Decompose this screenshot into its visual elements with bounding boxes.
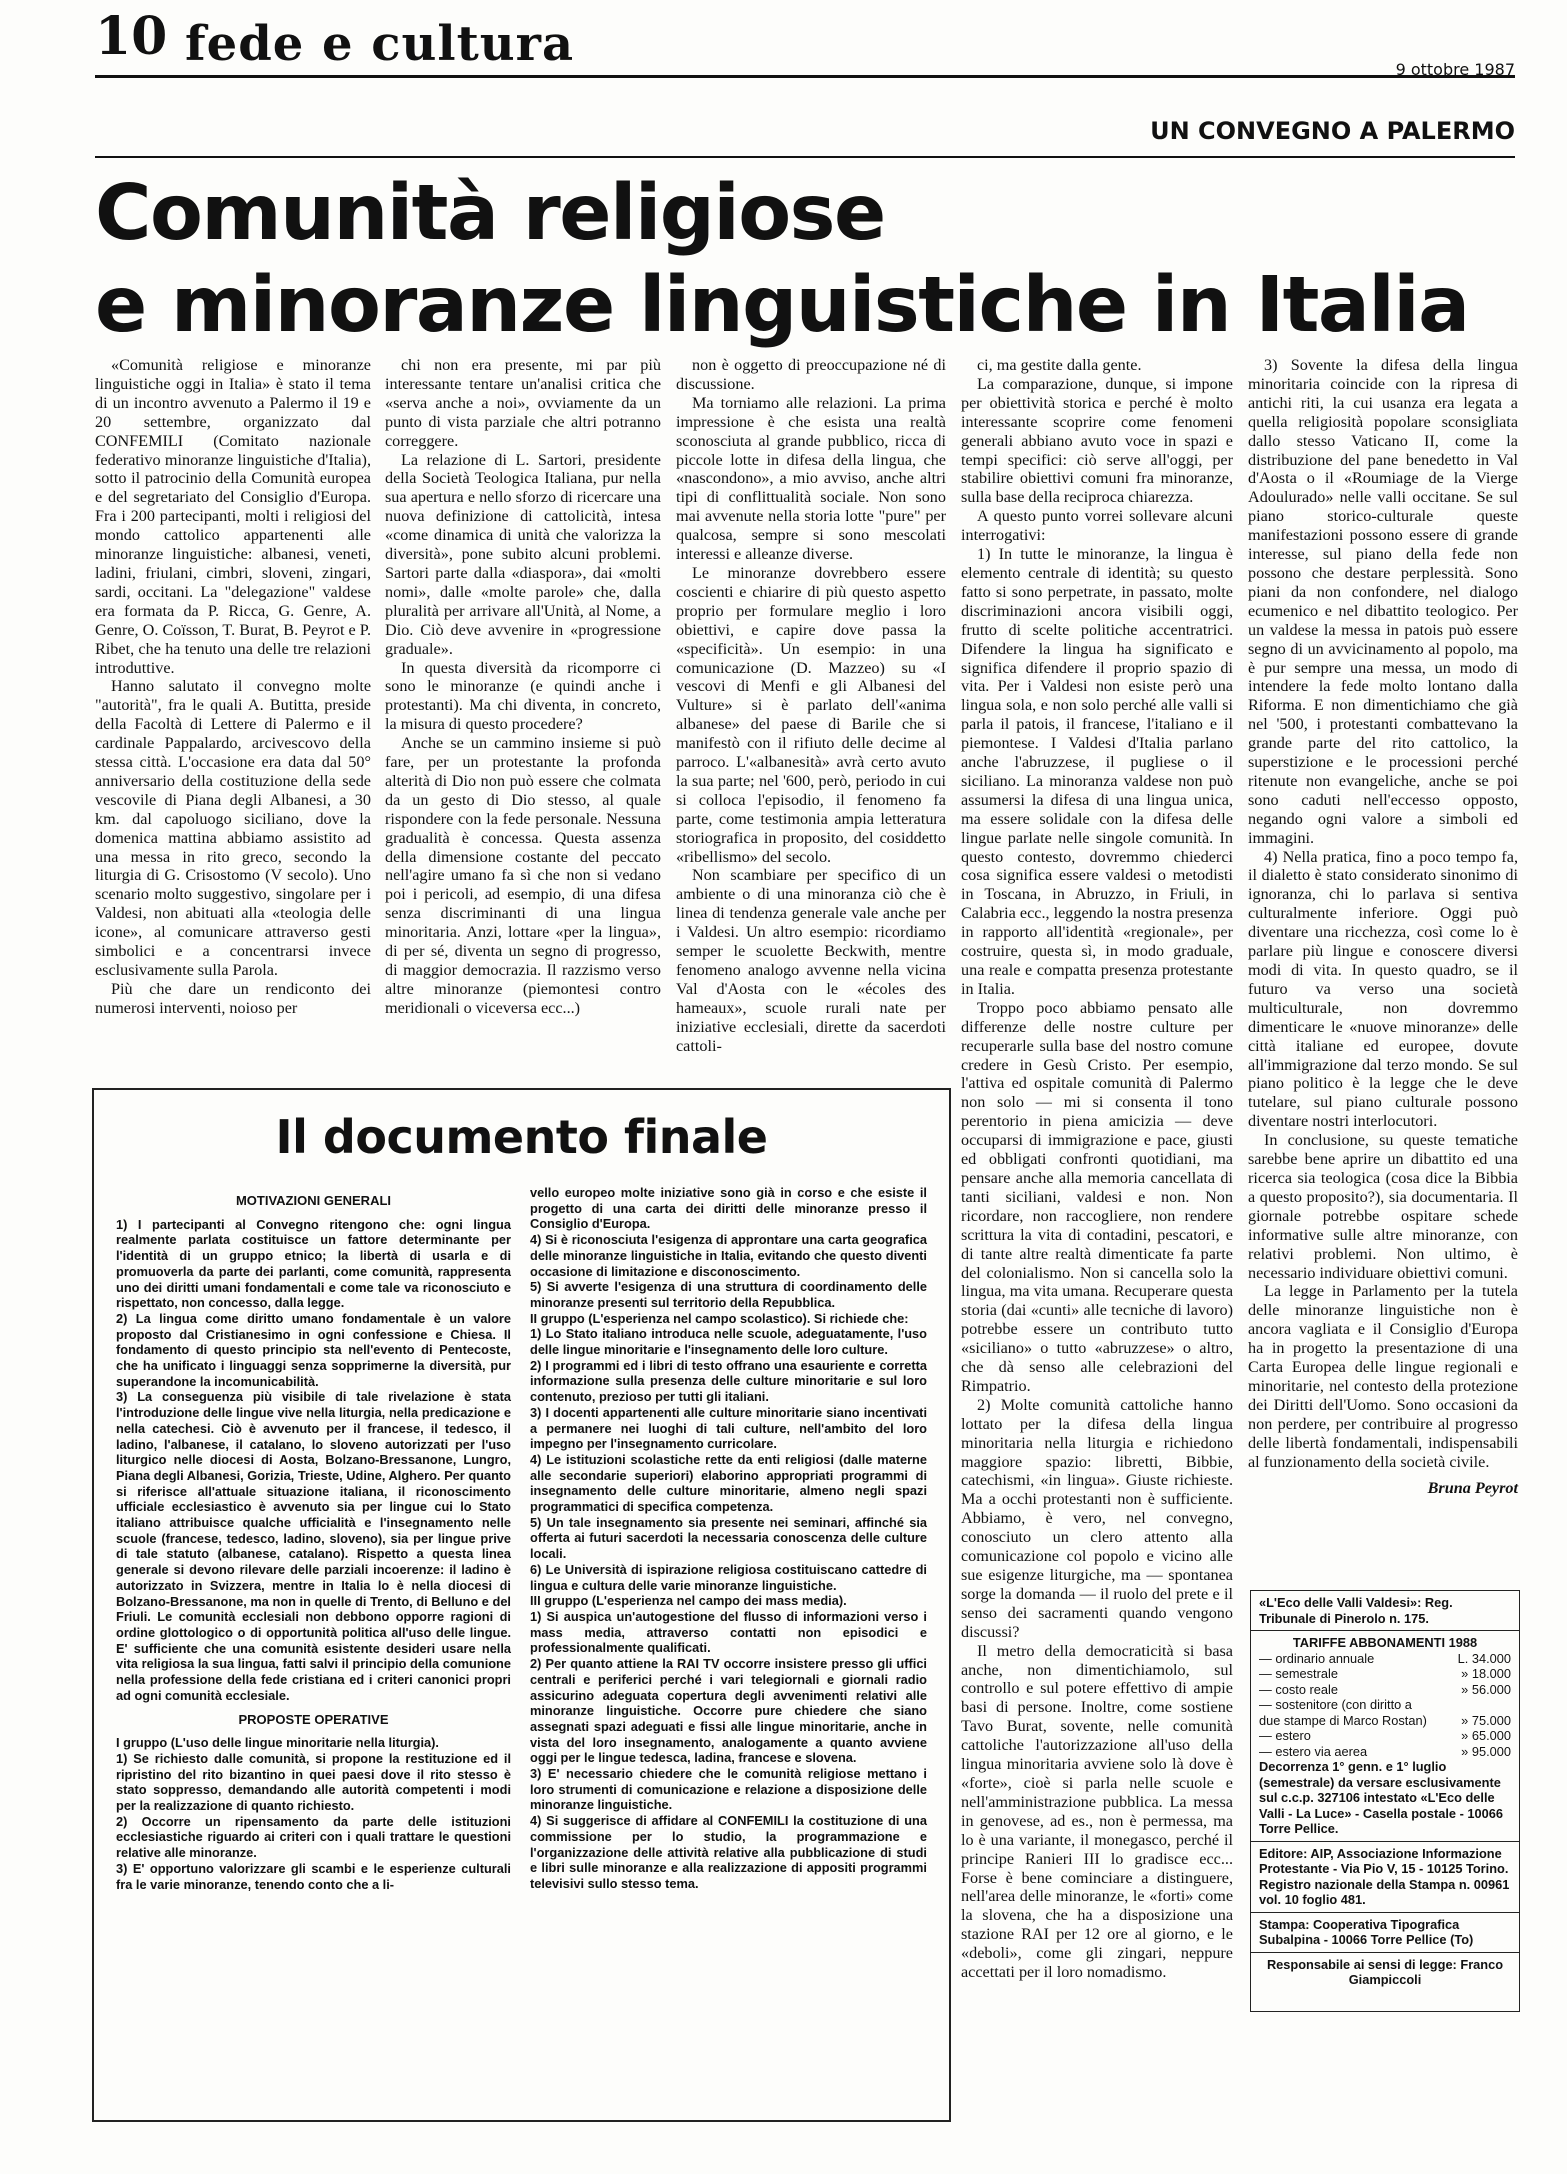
kicker-rule: [95, 156, 1515, 158]
article-column-5: [1248, 356, 1518, 1498]
tariff-label: — costo reale: [1259, 1681, 1338, 1697]
tariff-value: » 65.000: [1461, 1728, 1511, 1743]
tariff-row: [1259, 1682, 1511, 1698]
final-paragraph: 1) Se richiesto dalle comunità, si propone la restituzione ed il ripristino del rito bizantino in quei paesi dove il rito stesso è stato soppresso, demandando alle autorità competenti i modi per la realizzazione di quanto richiesto.: [116, 1750, 511, 1814]
final-paragraph: 1) I partecipanti al Convegno ritengono che: ogni lingua realmente parlata costituisce un fattore determinante per l'identità di un gruppo etnico; la libertà di usarla e di promuoverla da parte dei parlanti, come comunità, rappresenta uno dei diritti umani fondamentali e come tale va riconosciuto e rispettato, non concesso, dalla legge.: [116, 1216, 511, 1311]
tariff-label: — ordinario annuale: [1259, 1650, 1375, 1666]
paragraph: Ma torniamo alle relazioni. La prima impressione è che esista una realtà sconosciuta al grande pubblico, ricca di piccole lotte in difesa della lingua, che «nascondono», a mio avviso, anche altri tipi di conflittualità sociale. Non sono mai avvenute nella storia lotte "pure" per qualcosa, sempre si sono mescolati interessi e alleanze diverse.: [676, 393, 946, 564]
printer-info: Stampa: Cooperativa Tipografica Subalpina - 10066 Torre Pellice (To): [1251, 1913, 1519, 1953]
headline-line-1: Comunità religiose: [95, 169, 885, 258]
paragraph: La comparazione, dunque, si impone per obiettività storica e perché è molto interessante scoprire come fenomeni generali abbiano avuto voce in spazi e tempi specifici: ciò serve all'oggi, per stabilire obiettivi comuni fra minoranze, sulla base della reciproca chiarezza.: [961, 374, 1233, 507]
paragraph: A questo punto vorrei sollevare alcuni interrogativi:: [961, 507, 1233, 545]
kicker: UN CONVEGNO A PALERMO: [1150, 117, 1515, 145]
paragraph: Anche se un cammino insieme si può fare, per un protestante la profonda alterità di Dio non può essere che colmata da un gesto di Dio stesso, al quale rispondere con la fede personale. Nessuna gradualità è concessa. Questa assenza della dimensione costante del peccato nell'agire umano fa sì che non si vedano poi i pericoli, ad esempio, di una difesa senza discriminanti di una lingua minoritaria. Anzi, lottare «per la lingua», di per sé, diventa un segno di progresso, di maggior democrazia. Il razzismo verso altre minoranze (piemontesi contro meridionali o viceversa ecc...): [385, 734, 661, 1017]
final-paragraph: 4) Le istituzioni scolastiche rette da enti religiosi (dalle materne alle secondarie superiori) elaborino appropriati programmi di insegnamento delle culture minoritarie, almeno negli spazi programmatici di specifica competenza.: [530, 1451, 927, 1515]
final-paragraph: 6) Le Università di ispirazione religiosa costituiscano cattedre di lingua e cultura delle varie minoranze linguistiche.: [530, 1561, 927, 1593]
article-column-3: [676, 356, 946, 1056]
final-paragraph: 2) Occorre un ripensamento da parte delle istituzioni ecclesiastiche riguardo ai criteri con i quali trattare le questioni relative alle minoranze.: [116, 1813, 511, 1861]
final-paragraph: 3) I docenti appartenenti alle culture minoritarie siano incentivati a permanere nei luoghi di tali culture, nell'ambito del loro impegno per l'insegnamento curricolare.: [530, 1404, 927, 1452]
tariff-value: » 95.000: [1461, 1743, 1511, 1759]
final-document-column-2: [530, 1185, 927, 1892]
tariff-value: L. 34.000: [1457, 1650, 1511, 1666]
tariff-row: [1259, 1744, 1511, 1760]
paragraph: 3) Sovente la difesa della lingua minoritaria coincide con la ripresa di antichi riti, la cui usanza era legata a quella religiosità popolare sconsigliata dallo stesso Vaticano II, come la distribuzione del pane benedetto in Val d'Aosta o il «Roumiage de la Vierge Adoulurado» nelle valli occitane. Se sul piano storico-culturale queste manifestazioni possono essere di grande interesse, sul piano della fede non possono che destare perplessità. Sono piani da non confondere, nel dialogo ecumenico e nel dibattito teologico. Per un valdese la messa in patois può essere segno di un avvicinamento al popolo, ma è pur sempre una messa, un modo di intendere la fede molto lontano dalla Riforma. E non dimentichiamo che già nel '500, i protestanti combattevano la grande parte del rito cattolico, la superstizione e le processioni perché ritenute non evangeliche, anche se poi sono caduti nell'eccesso opposto, negando ogni valore a simboli ed immagini.: [1248, 356, 1518, 847]
issue-date: 9 ottobre 1987: [1395, 60, 1515, 79]
responsible-info: Responsabile ai sensi di legge: Franco Giampiccoli: [1266, 1956, 1504, 1987]
final-paragraph: I gruppo (L'uso delle lingue minoritarie nella liturgia).: [116, 1735, 439, 1751]
tariff-row: [1259, 1728, 1511, 1744]
paragraph: Non scambiare per specifico di un ambiente o di una minoranza ciò che è linea di tendenza generale vale anche per i Valdesi. Un altro esempio: ricordiamo semper le scuolette Beckwith, mentre fenomeno analogo avvenne nella vicina Val d'Aosta con le «écoles des hameaux», scuole rurali nate per iniziative ecclesiali, dirette da sacerdoti cattoli-: [676, 866, 946, 1055]
tariff-label: — sostenitore (con diritto a due stampe di Marco Rostan): [1259, 1697, 1427, 1728]
final-paragraph: 3) E' opportuno valorizzare gli scambi e le esperienze culturali fra le varie minoranze, tenendo conto che a li-: [116, 1860, 511, 1892]
tariff-label: — semestrale: [1259, 1666, 1338, 1681]
paragraph: Le minoranze dovrebbero essere coscienti e chiarire di più questo aspetto proprio per formulare meglio i loro obiettivi, e capire dove passa la «specificità». Un esempio: in una comunicazione (D. Mazzeo) su «I vescovi di Menfi e gli Albanesi del Vulture» si è parlato dell'«anima albanese» del paese di Barile che si manifestò con il rifiuto delle decime al parroco. L'«albanesità» avrà certo avuto la sua parte; nel '600, però, periodo in cui si colloca l'episodio, il fenomeno fa parte, come testimonia ampia letteratura storiografica in proposito, del cosiddetto «ribellismo» del secolo.: [676, 563, 946, 866]
paragraph: La relazione di L. Sartori, presidente della Società Teologica Italiana, pur nella sua apertura e nello sforzo di ricercare una nuova definizione di cattolicità, intesa «come dinamica di unità che valorizza la diversità», pone subito alcuni problemi. Sartori parte dalla «diaspora», dai «molti nomi», dalle «molte parole» che, dalla pluralità per arrivare all'Unità, al Nome, a Dio. Ciò deve avvenire in «progressione graduale».: [385, 450, 661, 658]
final-paragraph: 1) Lo Stato italiano introduca nelle scuole, adeguatamente, l'uso delle lingue minoritarie e l'insegnamento delle loro culture.: [530, 1326, 927, 1358]
final-paragraph: II gruppo (L'esperienza nel campo scolastico). Si richiede che:: [530, 1310, 909, 1326]
paragraph: Hanno salutato il convegno molte "autorità", fra le quali A. Butitta, preside della Facoltà di Lettere di Palermo e il cardinale Pappalardo, arcivescovo della stessa città. L'occasione era data dal 50° anniversario della costituzione della sede vescovile di Piana degli Albanesi, a 30 km. dal capoluogo siciliano, dove la domenica mattina abbiamo assistito ad una messa in rito greco, secondo la liturgia di G. Crisostomo (V secolo). Uno scenario molto suggestivo, singolare per i Valdesi, non abituati alla «teologia delle icone», al comunicare attraverso gesti simbolici e a concentrarsi invece esclusivamente sulla Parola.: [95, 677, 371, 979]
final-paragraph: 4) Si suggerisce di affidare al CONFEMILI la costituzione di una commissione per lo studio, la programmazione e l'organizzazione delle attività relative alla pubblicazione di studi e libri sulle minoranze e alla realizzazione di appositi programmi televisivi sullo stesso tema.: [530, 1813, 927, 1891]
paragraph: 1) In tutte le minoranze, la lingua è elemento centrale di identità; su questo fatto si sono perpetrate, in passato, molte discriminazioni ancora visibili oggi, frutto di scelte politiche accentratrici. Difendere la lingua ha significato e significa difendere il proprio spazio di vita. Per i Valdesi non esiste però una lingua sola, e non solo perché alle valli si parla il patois, il francese, l'italiano e il piemontese. I Valdesi d'Italia parlano anche l'abruzzese, il pugliese o il siciliano. La minoranza valdese non può assumersi la difesa di una lingua unica, ma essere solidale con la difesa delle lingue parlate nelle singole comunità. In questo contesto, dovremmo chiederci cosa significa essere valdesi o metodisti in Toscana, in Abruzzo, in Friuli, in Calabria ecc., leggendo la nostra presenza in rapporto all'identità «regionale», per costruire, questa sì, in modo graduale, una reale e compatta presenza protestante in Italia.: [961, 545, 1233, 998]
article-column-4: [961, 356, 1233, 1982]
headline: [95, 168, 1515, 352]
tariff-note: Decorrenza 1° genn. e 1° luglio (semestrale) da versare esclusivamente sul c.c.p. 327106 intestato «L'Eco delle Valli - La Luce» - Casella postale - 10066 Torre Pellice.: [1259, 1759, 1503, 1836]
paragraph: Troppo poco abbiamo pensato alle differenze delle nostre culture per recuperarle sulla base del nostro comune credere in Gesù Cristo. Per esempio, l'attiva ed ospitale comunità di Palermo non solo — mi si consenta il tono perentorio in piena amicizia — deve occuparsi di immigrazione e pace, giusti ed obbligati confronti quotidiani, ma pensare anche alla memoria cancellata di tanti siciliani, valdesi e non. Non ricordare, non raccogliere, non rendere scrittura la vita di contadini, pescatori, e di tante altre realtà dimenticate fa parte del colonialismo. Non si cancella solo la lingua, ma vita umana. Recuperare questa storia (dai «cunti» alle tecniche di lavoro) potrebbe essere un contributo tutto «siciliano» o tutto «abruzzese» o altro, che dà senso alle celebrazioni del Rimpatrio.: [961, 998, 1233, 1395]
final-paragraph: vello europeo molte iniziative sono già in corso e che esiste il progetto di una carta dei diritti delle minoranze presso il Consiglio d'Europa.: [530, 1185, 927, 1232]
paragraph: non è oggetto di preoccupazione né di discussione.: [676, 356, 946, 393]
page-number: 10: [95, 6, 168, 67]
tariff-value: » 75.000: [1461, 1712, 1511, 1728]
final-document-column-1: [116, 1185, 511, 1892]
final-paragraph: 5) Si avverte l'esigenza di una struttura di coordinamento delle minoranze presenti sul territorio della Repubblica.: [530, 1279, 927, 1310]
paragraph: 2) Molte comunità cattoliche hanno lottato per la difesa della lingua minoritaria nella liturgia e richiedono maggiore spazio: libretti, Bibbie, catechismi, «in lingua». Giuste richieste. Ma a occhi protestanti non è sufficiente. Abbiamo, è vero, nel convegno, conosciuto un clero attento alla comunicazione col popolo e vicino alle sue esigenze liturgiche, ma — spontanea sorge la domanda — il ruolo del prete e il senso dei sacramenti quando vengono discussi?: [961, 1395, 1233, 1641]
author-signature: Bruna Peyrot: [1427, 1479, 1518, 1498]
paragraph: ci, ma gestite dalla gente.: [977, 356, 1142, 374]
paragraph: In conclusione, su queste tematiche sarebbe bene aprire un dibattito ed una ricerca sia teologica (cosa dice la Bibbia a questo proposito?), sia documentaria. Il giornale potrebbe ospitare schede informative sulle altre minoranze, con relativi problemi. Non ultimo, è necessario individuare obiettivi comuni.: [1248, 1131, 1518, 1282]
masthead: [95, 6, 1515, 79]
tariff-row: [1259, 1651, 1511, 1667]
final-paragraph: III gruppo (L'esperienza nel campo dei mass media).: [530, 1593, 847, 1609]
paragraph: chi non era presente, mi par più interessante tentare un'analisi critica che «serva anche a noi», ovviamente da un punto di vista parziale che altri potranno correggere.: [385, 356, 661, 450]
final-paragraph: 3) La conseguenza più visibile di tale rivelazione è stata l'introduzione delle lingue vive nella liturgia, nella predicazione e nella catechesi. Ciò è avvenuto per il francese, il tedesco, il ladino, l'albanese, il catalano, lo sloveno autorizzati per l'uso liturgico nelle diocesi di Aosta, Bolzano-Bressanone, Lungro, Piana degli Albanesi, Gorizia, Trieste, Udine, Alghero. Per quanto si riferisce all'attuale situazione italiana, il riconoscimento ufficiale ecclesiastico è avvenuto sia per lingue cui lo Stato italiano attribuisce qualche ufficialità e l'insegnamento nelle scuole (francese, tedesco, ladino, sloveno), sia per lingue prive di tale statuto (albanese, catalano). Rispetto a questa linea generale si devono rilevare delle parziali incoerenze: il ladino è autorizzato in Svizzera, mentre in Italia lo è nella diocesi di Bolzano-Bressanone, ma non in quelle di Trento, di Belluno e del Friuli. Le comunità ecclesiali non debbono opporre ragioni di ordine glottologico o di opportunità politica all'uso delle lingue. E' sufficiente che una comunità esistente desideri usare nella vita religiosa la sua lingua, fatti salvi il principio della comunione nella professione della fede cristiana ed i criteri canonici propri ad ogni comunità ecclesiale.: [116, 1389, 511, 1703]
publisher-info: Editore: AIP, Associazione Informazione Protestante - Via Pio V, 15 - 10125 Torino. Registro nazionale della Stampa n. 00961 vol. 10 foglio 481.: [1251, 1842, 1519, 1913]
section-subtitle: PROPOSTE OPERATIVE: [238, 1711, 389, 1727]
tariff-label: — estero: [1259, 1728, 1311, 1743]
paragraph: Il metro della democraticità si basa anche, non dimentichiamolo, sul controllo e sul potere effettivo di ampie basi di persone. Inoltre, come sostiene Tavo Burat, sovente, nelle comunità cattoliche l'autorizzazione all'uso della lingua minoritaria avviene solo là dove è «forte», cioè si parla nelle scuole e nell'amministrazione pubblica. La messa in genovese, ad es., non è permessa, ma lo è una variante, il monegasco, perché il principe Ranieri III lo gradisce ecc... Forse è bene cominciare a distinguere, nell'area delle minoranze, le «forti» come la slovena, che ha a disposizione una stazione RAI per 12 ore al giorno, e le «deboli», come gli zingari, neppure accettati per il loro nomadismo.: [961, 1641, 1233, 1982]
final-document-title: Il documento finale: [275, 1110, 768, 1164]
tariffs-block: [1251, 1631, 1519, 1842]
paragraph: In questa diversità da ricomporre ci sono le minoranze (e quindi anche i protestanti). Ma chi diventa, in concreto, la misura di questo procedere?: [385, 658, 661, 734]
paragraph: «Comunità religiose e minoranze linguistiche oggi in Italia» è stato il tema di un incontro avvenuto a Palermo il 19 e 20 settembre, organizzato dal CONFEMILI (Comitato nazionale federativo minoranze linguistiche d'Italia), sotto il patrocinio della Comunità europea e del segretariato del Consiglio d'Europa. Fra i 200 partecipanti, molti i religiosi del mondo cattolico appartenenti alle minoranze linguistiche: albanesi, veneti, ladini, friulani, cimbri, sloveni, zingari, sardi, occitani. La "delegazione" valdese era formata da P. Ricca, G. Genre, A. Genre, O. Coïsson, T. Burat, B. Peyrot e P. Ribet, che ha tenuto una delle tre relazioni introduttive.: [95, 356, 371, 677]
final-paragraph: 2) I programmi ed i libri di testo offrano una esauriente e corretta informazione sulla presenza delle culture minoritarie e sul loro contenuto, prezioso per tutti gli italiani.: [530, 1357, 927, 1405]
paragraph: La legge in Parlamento per la tutela delle minoranze linguistiche non è ancora vagliata e il Consiglio d'Europa ha in progetto la presentazione di una Carta Europea delle lingue regionali e minoritarie, nel contesto della protezione dei Diritti dell'Uomo. Sono occasioni da non perdere, per contribuire al progresso delle libertà fondamentali, indispensabili al funzionamento della società civile.: [1248, 1282, 1518, 1471]
tariffs-title: TARIFFE ABBONAMENTI 1988: [1292, 1635, 1478, 1650]
section-title: fede e cultura: [185, 16, 575, 72]
tariff-label: — estero via aerea: [1259, 1743, 1368, 1759]
final-paragraph: 5) Un tale insegnamento sia presente nei seminari, affinché sia offerta ai futuri sacerdoti la necessaria conoscenza delle culture locali.: [530, 1514, 927, 1562]
tariff-row: [1259, 1666, 1511, 1682]
publication-info-box: [1250, 1590, 1520, 2012]
final-paragraph: 3) E' necessario chiedere che le comunità religiose mettano i loro strumenti di comunicazione e relazione a disposizione delle minoranze linguistiche.: [530, 1766, 927, 1813]
article-column-1: [95, 356, 371, 1018]
paragraph: Più che dare un rendiconto dei numerosi interventi, noioso per: [95, 979, 371, 1017]
final-paragraph: 1) Si auspica un'autogestione del flusso di informazioni verso i mass media, attraverso contatti non episodici e professionalmente qualificati.: [530, 1608, 927, 1656]
final-paragraph: 2) Per quanto attiene la RAI TV occorre insistere presso gli uffici centrali e periferici perché i vari telegiornali e giornali radio assicurino adeguata copertura degli avvenimenti relativi alle minoranze linguistiche. Occorre pure chiedere che siano assegnati spazi adeguati e fissi alle lingue minoritarie, anche in vista del loro insegnamento, analogamente a quanto avviene oggi per le lingue tedesca, ladina, francese e slovena.: [530, 1656, 927, 1766]
final-paragraph: 4) Si è riconosciuta l'esigenza di approntare una carta geografica delle minoranze linguistiche in Italia, evitando che questo diventi occasione di limitazione e disconoscimento.: [530, 1232, 927, 1279]
registration-notice: «L'Eco delle Valli Valdesi»: Reg. Tribunale di Pinerolo n. 175.: [1251, 1591, 1519, 1631]
final-paragraph: 2) La lingua come diritto umano fondamentale è un valore proposto dal Cristianesimo in ogni confessione e Chiesa. Il fondamento di questo principio sta nell'evento di Pentecoste, che ha unificato i linguaggi senza sopprimerne la diversità, pur superandone la incomunicabilità.: [116, 1310, 511, 1389]
section-subtitle: MOTIVAZIONI GENERALI: [235, 1193, 392, 1208]
paragraph: 4) Nella pratica, fino a poco tempo fa, il dialetto è stato considerato sinonimo di ignoranza, chi lo parlava si sentiva culturalmente inferiore. Oggi può diventare una ricchezza, così come lo è parlare più lingue e conoscere diversi modi di vita. In questo quadro, se il futuro va verso una società multiculturale, non dovremmo dimenticare le «nuove minoranze» delle città italiane ed europee, dovute all'immigrazione dal terzo mondo. Se sul piano politico è la legge che le deve tutelare, sul piano culturale possono diventare nostri interlocutori.: [1248, 847, 1518, 1131]
tariff-value: » 18.000: [1461, 1666, 1511, 1681]
tariff-value: » 56.000: [1461, 1681, 1511, 1697]
headline-line-2: e minoranze linguistiche in Italia: [95, 261, 1469, 350]
masthead-rule: [95, 75, 1515, 78]
article-column-2: [385, 356, 661, 1018]
tariff-row: [1259, 1697, 1511, 1728]
final-document-box: [92, 1088, 951, 2122]
